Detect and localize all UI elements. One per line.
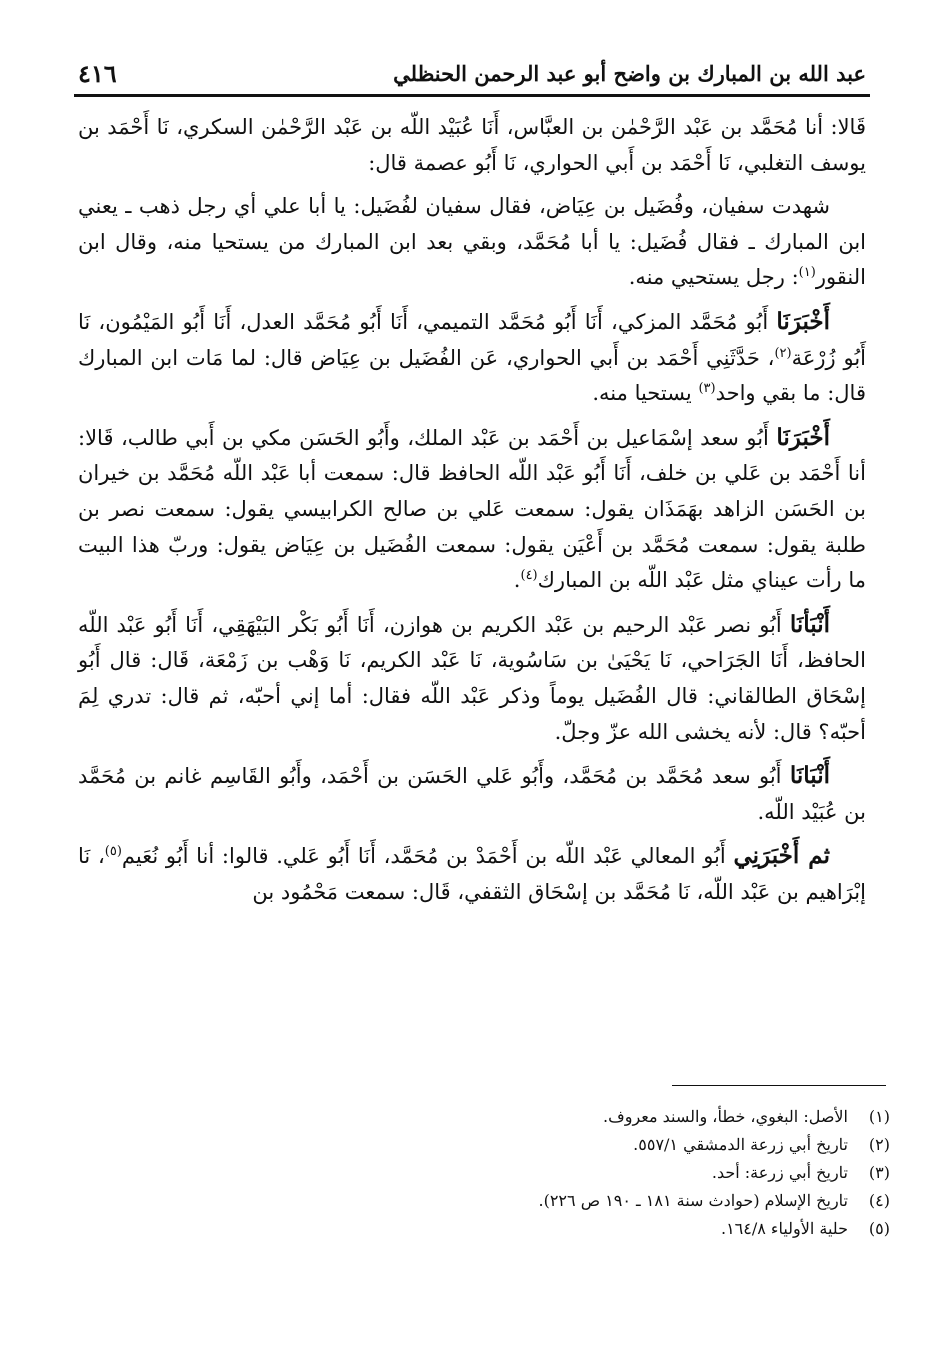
- footnote-1: [120, 1103, 890, 1131]
- transmission-keyword: أَخْبَرَنِي: [733, 842, 800, 870]
- footnote-5: [120, 1215, 890, 1243]
- paragraph-3: أَخْبَرَنَا أَبُو مُحَمَّد المزكي، أَنَا أَبُو مُحَمَّد التميمي، أَنَا أَبُو مُحَمَّد العدل، أَنَا أَبُو المَيْمُون، نَا أَبُو زُرْعَة$^{(٢)}$، حَدَّثَنِي أَحْمَد بن أَبي الحواري، عَن الفُضَيل بن عِيَاض قال: لما مَات ابن المبارك قال: ما بقي واحد$^{(٣)}$ يستحيا منه.: [78, 307, 866, 406]
- paragraph-2: شهدت سفيان، وفُضَيل بن عِيَاض، فقال سفيان لفُضَيل: يا أبا علي أي رجل ذهب ـ يعني ابن المبارك ـ فقال فُضَيل: يا أبا مُحَمَّد، وبقي بعد ابن المبارك من يستحيا منه، وقال ابن النقور$^{(١)}$: رجل يستحيي منه.: [78, 194, 866, 290]
- transmission-keyword: أَخْبَرَنَا: [776, 307, 830, 335]
- footnote-4: [120, 1187, 890, 1215]
- paragraph-5: أَنْبَأنَا أَبُو نصر عَبْد الرحيم بن عَبْد الكريم بن هوازن، أَنَا أَبُو بَكْر البَيْهَقِي، أَنَا أَبُو عَبْد اللّه الحافظ، أَنَا الجَرَاحي، نَا يَحْيَىٰ بن سَاسُوية، نَا عَبْد الكريم، نَا وَهْب بن زَمْعَة، قَال: قال أَبُو إسْحَاق الطالقاني: قال الفُضَيل يوماً وذكر عَبْد اللّه فقال: أما إني أحبّه، ثم قال: تدري لِمَ أحبّه؟ قال: لأنه يخشى الله عزّ وجلّ.: [78, 610, 866, 744]
- paragraph-6: أَنْبَانَا أَبُو سعد مُحَمَّد بن مُحَمَّد، وأَبُو عَلي الحَسَن بن أَحْمَد، وأَبُو القَاسِم غانم بن مُحَمَّد بن عُبَيْد اللّه.: [78, 762, 866, 824]
- main-text: [78, 110, 866, 918]
- paragraph-1: قَالا: أنا مُحَمَّد بن عَبْد الرَّحْمٰن بن العبَّاس، أَنَا عُبَيْد اللّه بن عَبْد الرَّحْمٰن السكري، نَا أَحْمَد بن يوسف التغلبي، نَا أَحْمَد بن أَبي الحواري، نَا أَبُو عصمة قال:: [78, 115, 866, 175]
- footnote-separator: [672, 1085, 886, 1086]
- footnote-number: (٤): [868, 1191, 890, 1210]
- footnote-3: [120, 1159, 890, 1187]
- footnote-ref-3[interactable]: (٣): [698, 381, 716, 397]
- footnote-text: الأصل: البغوي، خطأ، والسند معروف.: [603, 1107, 848, 1126]
- footnote-text: تاريخ الإسلام (حوادث سنة ١٨١ ـ ١٩٠ ص ٢٢٦).: [538, 1191, 848, 1210]
- footnote-ref-4[interactable]: (٤): [520, 568, 538, 584]
- paragraph-7: ثم أَخْبَرَنِي أَبُو المعالي عَبْد اللّه بن أَحْمَدْ بن مُحَمَّد، أَنَا أَبُو عَلي. قالوا: أنا أَبُو نُعَيم$^{(٥)}$، نَا إبْرَاهيم بن عَبْد اللّه، نَا مُحَمَّد بن إسْحَاق الثقفي، قَال: سمعت مَحْمُود بن: [78, 842, 866, 904]
- footnote-ref-2[interactable]: (٢): [774, 345, 792, 361]
- footnote-ref-5[interactable]: (٥): [104, 844, 122, 860]
- transmission-keyword: أَنْبَأنَا: [789, 610, 830, 638]
- footnote-ref-1[interactable]: (١): [798, 265, 816, 281]
- footnote-number: (٥): [868, 1219, 890, 1238]
- transmission-keyword: أَنْبَانَا: [789, 762, 830, 790]
- header-rule: [74, 94, 870, 97]
- footnote-text: حلية الأولياء ١٦٤/٨.: [720, 1219, 848, 1238]
- footnote-2: [120, 1131, 890, 1159]
- transmission-keyword: أَخْبَرَنَا: [776, 423, 830, 451]
- footnotes: [120, 1103, 890, 1243]
- footnote-number: (١): [868, 1107, 890, 1126]
- footnote-text: تاريخ أبي زرعة: أحد.: [711, 1163, 848, 1182]
- paragraph-4: أَخْبَرَنَا أَبُو سعد إسْمَاعيل بن أَحْمَد بن عَبْد الملك، وأَبُو الحَسَن مكي بن أَبي طالب، قَالا: أنا أَحْمَد بن عَلي بن خلف، أَنَا أَبُو عَبْد اللّه الحافظ قال: سمعت أبا عَبْد اللّه مُحَمَّد بن خيران بن الحَسَن الزاهد بهَمَذَان يقول: سمعت عَلي بن صالح الكرابيسي يقول: سمعت نصر بن طلبة يقول: سمعت مُحَمَّد بن أَعْيَن يقول: سمعت الفُضَيل بن عِيَاض يقول: وربّ هذا البيت ما رأت عيناي مثل عَبْد اللّه بن المبارك$^{(٤)}$.: [78, 423, 866, 593]
- footnote-text: تاريخ أبي زرعة الدمشقي ٥٥٧/١.: [633, 1135, 848, 1154]
- footnote-number: (٣): [868, 1163, 890, 1182]
- running-title: عبد الله بن المبارك بن واضح أبو عبد الرحمن الحنظلي: [393, 60, 866, 86]
- footnote-number: (٢): [868, 1135, 890, 1154]
- page-number: ٤١٦: [78, 58, 117, 88]
- page-header: [78, 52, 866, 94]
